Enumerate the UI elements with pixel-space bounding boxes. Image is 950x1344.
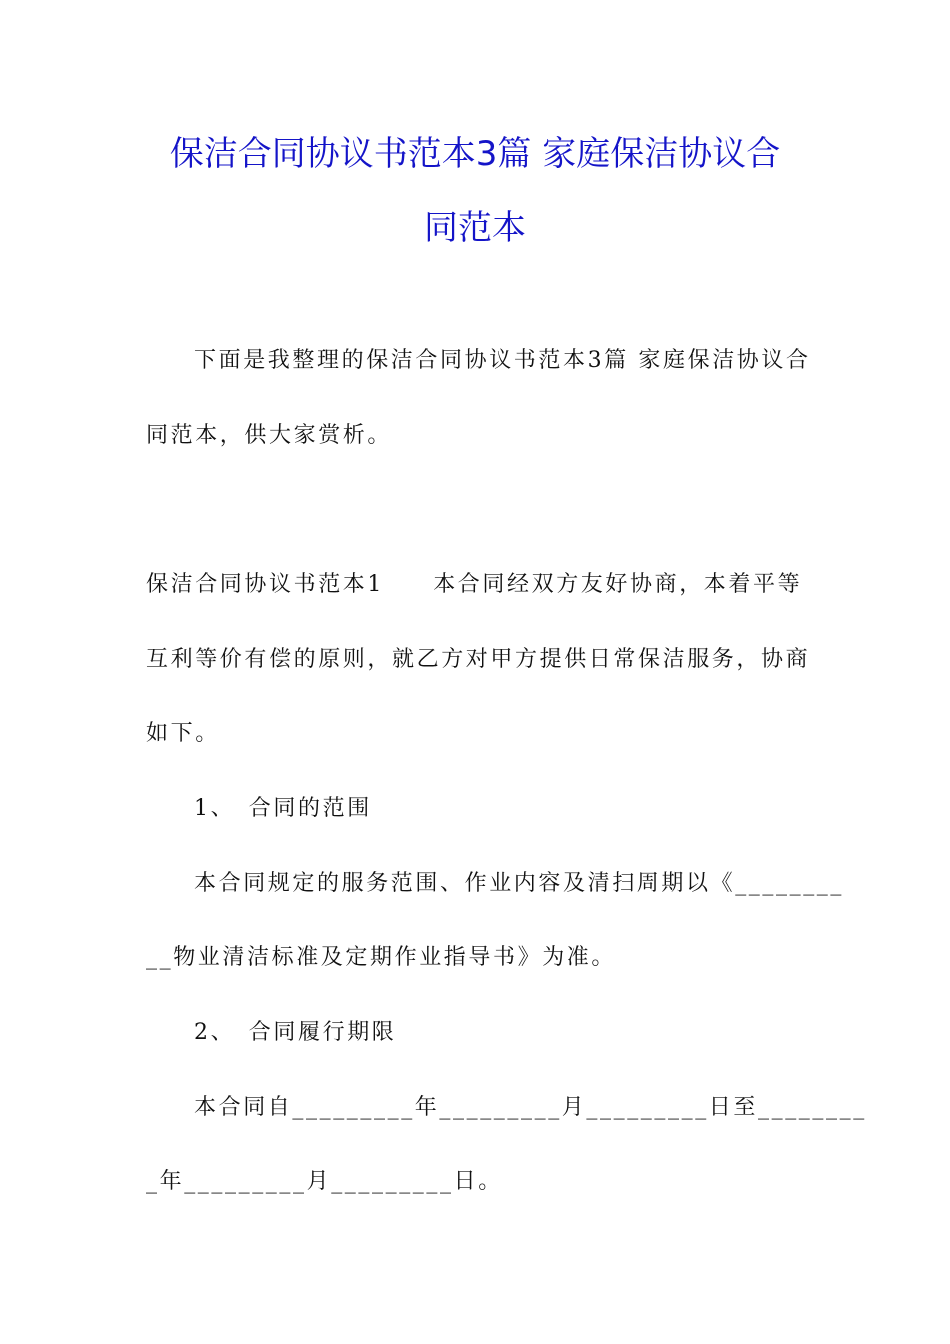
- intro-line-1: 下面是我整理的保洁合同协议书范本3篇 家庭保洁协议合: [194, 348, 811, 373]
- body-line-1: 保洁合同协议书范本1 本合同经双方友好协商，本着平等: [146, 572, 803, 597]
- body-line-2: 互利等价有偿的原则，就乙方对甲方提供日常保洁服务，协商: [146, 647, 811, 672]
- section-2-line-2: _年_________月_________日。: [146, 1169, 503, 1194]
- intro-line-2: 同范本，供大家赏析。: [146, 423, 393, 448]
- section-1-line-2: __物业清洁标准及定期作业指导书》为准。: [146, 945, 617, 970]
- body-line-3: 如下。: [146, 721, 220, 746]
- section-1-line-1: 本合同规定的服务范围、作业内容及清扫周期以《________: [194, 871, 845, 896]
- section-heading-1: 1、 合同的范围: [194, 796, 372, 821]
- section-heading-2: 2、 合同履行期限: [194, 1020, 397, 1045]
- section-2-line-1: 本合同自_________年_________月_________日至________: [194, 1095, 867, 1120]
- document-title-line-1: 保洁合同协议书范本3篇 家庭保洁协议合: [169, 134, 781, 174]
- document-title-line-2: 同范本: [424, 208, 526, 248]
